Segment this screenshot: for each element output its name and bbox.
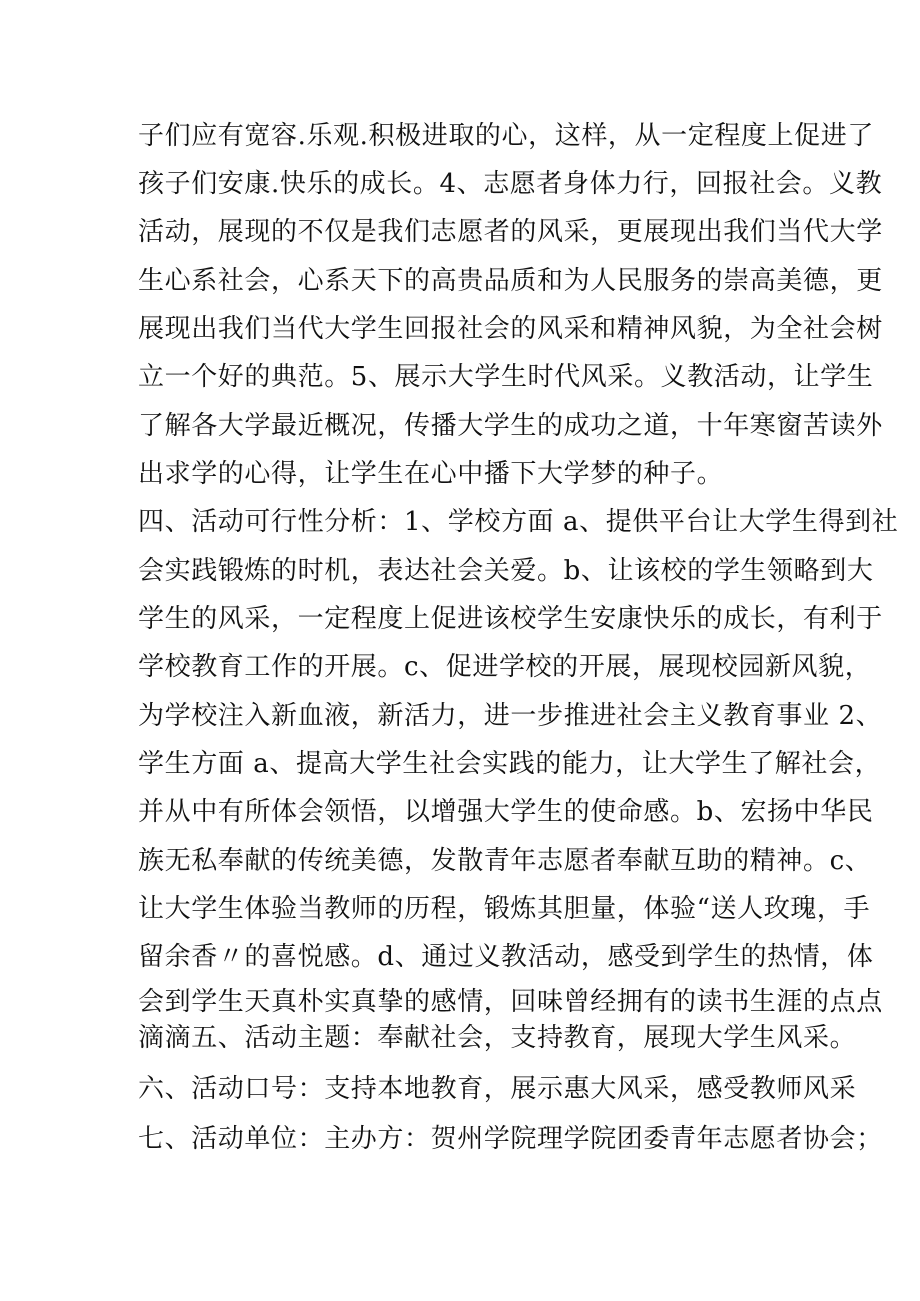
text-line: 出求学的心得，让学生在心中播下大学梦的种子。 [138, 459, 724, 489]
text-line: 生心系社会，心系天下的高贵品质和为人民服务的崇高美德，更 [138, 266, 883, 296]
text-line: 让大学生体验当教师的历程，锻炼其胆量，体验“送人玫瑰，手 [138, 894, 871, 924]
text-line: 立一个好的典范。5、展示大学生时代风采。义教活动，让学生 [138, 362, 874, 392]
text-line: 留余香〃的喜悦感。d、通过义教活动，感受到学生的热情，体 [138, 942, 874, 972]
text-line: 七、活动单位：主办方：贺州学院理学院团委青年志愿者协会； [138, 1124, 883, 1154]
text-line: 学生的风采，一定程度上促进该校学生安康快乐的成长，有利于 [138, 604, 883, 634]
text-line: 学校教育工作的开展。c、促进学校的开展，展现校园新风貌， [138, 652, 872, 682]
text-line: 会实践锻炼的时机，表达社会关爱。b、让该校的学生领略到大 [138, 556, 874, 586]
text-line: 学生方面 a、提高大学生社会实践的能力，让大学生了解社会， [138, 749, 882, 779]
text-line: 并从中有所体会领悟，以增强大学生的使命感。b、宏扬中华民 [138, 797, 874, 827]
text-line: 族无私奉献的传统美德，发散青年志愿者奉献互助的精神。c、 [138, 846, 872, 876]
text-line: 活动，展现的不仅是我们志愿者的风采，更展现出我们当代大学 [138, 217, 883, 247]
text-line: 了解各大学最近概况，传播大学生的成功之道，十年寒窗苦读外 [138, 411, 883, 441]
text-line: 为学校注入新血液，新活力，进一步推进社会主义教育事业 2、 [138, 701, 883, 731]
text-line: 滴滴五、活动主题：奉献社会，支持教育，展现大学生风采。 [138, 1023, 857, 1053]
text-line: 子们应有宽容.乐观.积极进取的心，这样，从一定程度上促进了 [138, 121, 874, 151]
text-line: 四、活动可行性分析：1、学校方面 a、提供平台让大学生得到社 [138, 507, 899, 537]
text-line: 六、活动口号：支持本地教育，展示惠大风采，感受教师风采 [138, 1074, 857, 1104]
text-line: 孩子们安康.快乐的成长。4、志愿者身体力行，回报社会。义教 [138, 169, 883, 199]
text-line: 展现出我们当代大学生回报社会的风采和精神风貌，为全社会树 [138, 314, 883, 344]
text-line: 会到学生天真朴实真挚的感情，回味曾经拥有的读书生涯的点点 [138, 987, 883, 1017]
